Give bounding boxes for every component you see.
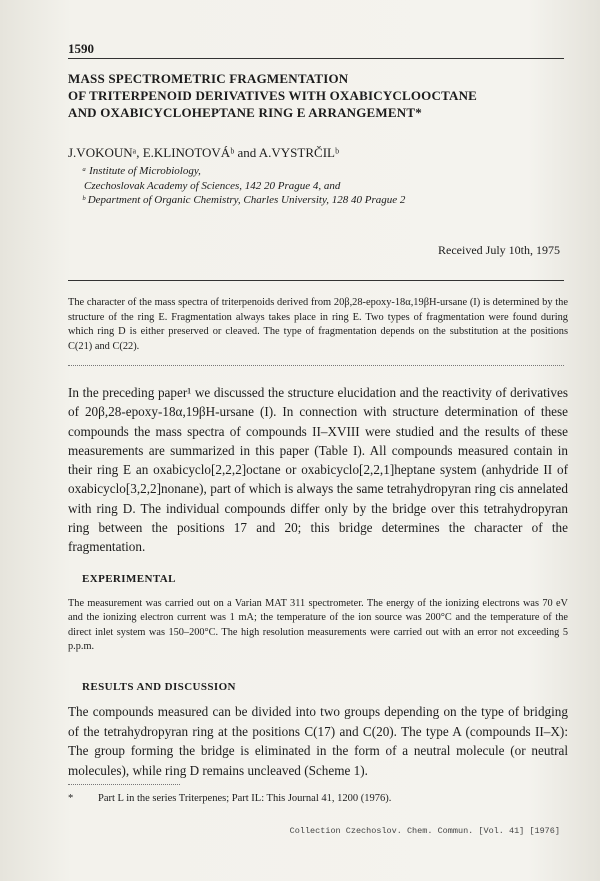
page-number: 1590 bbox=[68, 41, 94, 56]
received-date: Received July 10th, 1975 bbox=[438, 243, 560, 257]
abstract: The character of the mass spectra of triterpenoids derived from 20β,28-epoxy-18α,19βH-ursane (I) is determined by the structure of the ring E. Fragmentation always takes place in ring E. Two types of fragmentation were found during which ring D is either preserved or cleaved. The type of fragmentation depends on the substitution at the positions C(21) and C(22). bbox=[68, 297, 568, 352]
results-heading: RESULTS AND DISCUSSION bbox=[82, 681, 236, 693]
paper-title bbox=[68, 70, 568, 121]
experimental-paragraph: The measurement was carried out on a Varian MAT 311 spectrometer. The energy of the ionizing electrons was 70 eV and the ionizing electron current was 1 mA; the temperature of the ion source was 200°C and the temperature of the direct inlet system was 150–200°C. The high resolution measurements were carried out with an error not exceeding 5 p.p.m. bbox=[68, 598, 568, 652]
footnote-text: Part L in the series Triterpenes; Part IL: This Journal 41, 1200 (1976). bbox=[98, 793, 392, 804]
title-line: OF TRITERPENOID DERIVATIVES WITH OXABICYCLOOCTANE bbox=[68, 88, 478, 103]
affiliations bbox=[82, 164, 405, 208]
header-rule bbox=[68, 58, 564, 59]
experimental-heading: EXPERIMENTAL bbox=[82, 573, 176, 585]
affiliation-line: ᵇ Department of Organic Chemistry, Charles University, 128 40 Prague 2 bbox=[82, 194, 406, 206]
title-line: AND OXABICYCLOHEPTANE RING E ARRANGEMENT* bbox=[68, 105, 422, 120]
footnote-mark: * bbox=[68, 793, 74, 804]
introduction-paragraph: In the preceding paper¹ we discussed the structure elucidation and the reactivity of derivatives of 20β,28-epoxy-18α,19βH-ursane (I). In connection with structure determination of these compounds the mass spectra of compounds II–XVIII were studied and the results of these measurements are summarized in this paper (Table I). All compounds measured contain in their ring E an oxabicyclo[2,2,2]octane or oxabicyclo[2,2,1]heptane system (anhydride II of oxabicyclo[3,2,2]nonane), part of which is always the same tetrahydropyran ring cis annelated with ring D. The individual compounds differ only by the bridge over this tetrahydropyran ring between the positions 17 and 20; this bridge determines the character of the fragmentation. bbox=[68, 385, 568, 555]
footnote-rule bbox=[68, 784, 180, 785]
footnote bbox=[68, 793, 568, 804]
journal-citation: Collection Czechoslov. Chem. Commun. [Vol. 41] [1976] bbox=[289, 826, 560, 836]
results-paragraph: The compounds measured can be divided into two groups depending on the type of bridging of the tetrahydropyran ring at the positions C(17) and C(20). The type A (compounds II–X): The group forming the bridge is eliminated in the form of a neutral molecule (or neutral molecules), while ring D remains uncleaved (Scheme 1). bbox=[68, 704, 568, 778]
title-line: MASS SPECTROMETRIC FRAGMENTATION bbox=[68, 71, 349, 86]
affiliation-line: Czechoslovak Academy of Sciences, 142 20 Prague 4, and bbox=[84, 179, 341, 192]
authors: J.VOKOUNᵃ, E.KLINOTOVÁᵇ and A.VYSTRČILᵇ bbox=[68, 145, 339, 160]
abstract-bottom-rule bbox=[68, 365, 564, 366]
abstract-top-rule bbox=[68, 280, 564, 281]
affiliation-line: ᵃ Institute of Microbiology, bbox=[82, 165, 201, 177]
